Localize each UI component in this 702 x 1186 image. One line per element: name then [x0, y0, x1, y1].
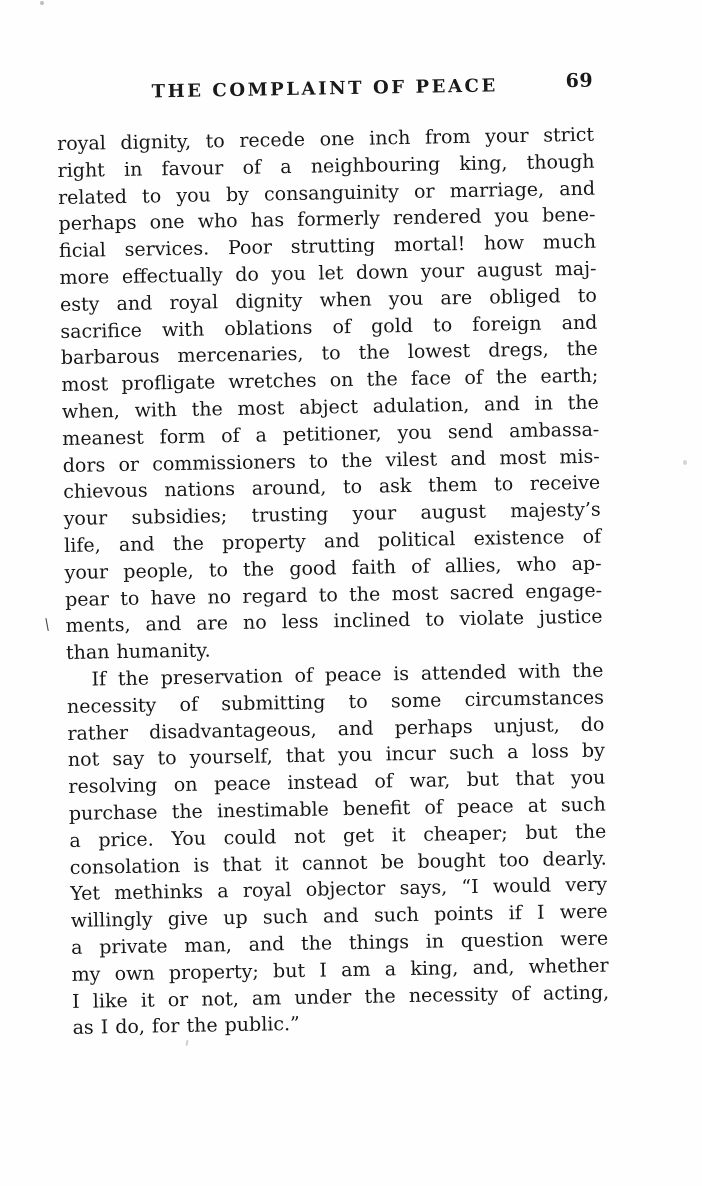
scan-speck — [683, 460, 687, 465]
text-line: not say to yourself, that you incur such a loss by — [67, 739, 606, 772]
text-line: royal dignity, to recede one inch from your strict — [56, 123, 595, 156]
text-line: dors or commissioners to the vilest and most mis- — [62, 445, 600, 477]
text-line: your subsidies; trusting your august majesty’s — [63, 498, 601, 531]
text-line: your people, to the good faith of allies, who ap- — [64, 552, 602, 584]
text-line: chievous nations around, to ask them to receive — [63, 471, 601, 504]
text-line: related to you by consanguinity or marriage, and — [57, 177, 596, 209]
text-line: a price. You could not get it cheaper; but the — [69, 820, 607, 852]
text-line: Yet methinks a royal objector says, “I would very — [70, 873, 608, 906]
scan-speck — [40, 1, 44, 5]
text-line: consolation is that it cannot be bought too dearly. — [69, 847, 607, 879]
text-line: pear to have no regard to the most sacred engage- — [64, 579, 603, 611]
text-line: life, and the property and political existence of — [63, 525, 602, 557]
text-line: meanest form of a petitioner, you send ambassa- — [62, 418, 600, 450]
text-line: sacrifice with oblations of gold to foreign and — [60, 311, 598, 343]
text-line: than humanity. — [65, 639, 211, 665]
margin-ink-mark: \ — [43, 615, 51, 634]
page-number: 69 — [565, 69, 594, 93]
text-line: right in favour of a neighbouring king, though — [57, 150, 595, 182]
text-line: resolving on peace instead of war, but that you — [68, 766, 606, 799]
text-line: a private man, and the things in question were — [71, 927, 609, 959]
text-line: I like it or not, am under the necessity of acting, — [71, 981, 610, 1013]
text-line: when, with the most abject adulation, and in the — [61, 391, 599, 423]
text-line: perhaps one who has formerly rendered you bene- — [58, 204, 596, 236]
running-header-title: THE COMPLAINT OF PEACE — [151, 75, 499, 103]
text-line: purchase the inestimable benefit of peace at such — [68, 793, 606, 825]
text-line: most profligate wretches on the face of the earth; — [61, 364, 599, 397]
text-line: esty and royal dignity when you are obliged to — [59, 284, 598, 316]
running-header — [56, 69, 594, 109]
text-block — [57, 122, 610, 1042]
text-line: as I do, for the public.” — [72, 1013, 300, 1040]
text-line: rather disadvantageous, and perhaps unjust, do — [67, 713, 605, 745]
text-line: more effectually do you let down your august maj- — [59, 257, 597, 290]
text-line: ments, and are no less inclined to violate justice — [65, 605, 603, 638]
text-line: barbarous mercenaries, to the lowest dregs, the — [60, 338, 599, 370]
text-line: necessity of submitting to some circumstances — [66, 686, 605, 718]
text-line: ficial services. Poor strutting mortal! how much — [58, 230, 597, 263]
text-line: willingly give up such and such points if I were — [70, 900, 608, 933]
text-line: If the preservation of peace is attended with the — [91, 659, 604, 691]
text-line: my own property; but I am a king, and, whether — [71, 954, 609, 986]
